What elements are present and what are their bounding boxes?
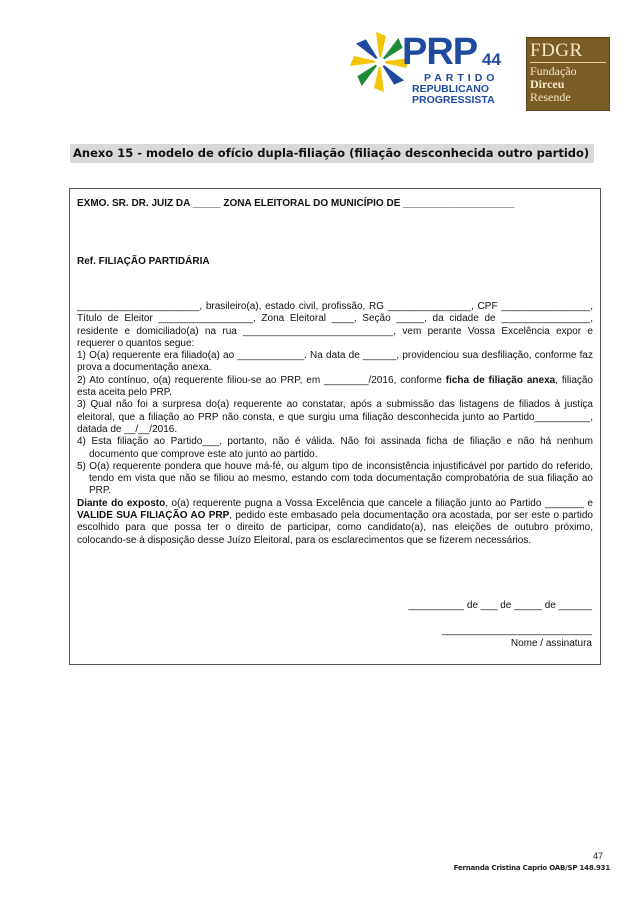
footer-author: Fernanda Cristina Caprio OAB/SP 148.931: [453, 864, 610, 872]
prp-line-progressista: PROGRESSISTA: [412, 94, 495, 106]
item-2-text-b: , filiação esta aceita pelo PRP.: [77, 374, 593, 399]
signature-line: ___________________________: [441, 625, 592, 636]
item-2-text-a: 2) Ato contínuo, o(a) requerente filiou-se ao PRP, em ________/2016, conforme: [77, 374, 446, 386]
conclusion-text-a: , o(a) requerente pugna a Vossa Excelência que cancele a filiação junto ao Partido _______ e: [165, 497, 593, 509]
letter-body: [77, 301, 593, 547]
prp-line-republicano: REPUBLICANO: [412, 83, 490, 95]
prp-line-partido: PARTIDO: [424, 72, 499, 84]
signature-label: Nome / assinatura: [510, 638, 592, 649]
prp-logo: [348, 30, 510, 106]
fdgr-line-resende: Resende: [530, 90, 571, 104]
letter-intro: ______________________, brasileiro(a), estado civil, profissão, RG _______________, CPF ________________, Título de Eleitor _________________, Zona Eleitoral ____, Seção _____, da cidade de ________________, residente e domiciliado(a) na rua ___________________________, vem perante Vossa Excelência expor e requerer o quantos segue:: [77, 301, 593, 349]
letter-reference: Ref. FILIAÇÃO PARTIDÁRIA: [77, 256, 210, 267]
conclusion-text-b: , pedido este embasado pela documentação ora acostada, por ser este o partido escolhido para que possa ter o direito de participar, como candidato(a), nas eleições de outubro próximo, colocando-se à disposição desse Juízo Eleitoral, para os esclarecimentos que se fizerem necessários.: [77, 510, 593, 546]
prp-number: 44: [482, 50, 501, 69]
letter-template-box: [69, 188, 601, 665]
letter-item-1: 1) O(a) requerente era filiado(a) ao ____________. Na data de ______, providenciou sua desfiliação, conforme faz prova a documentação anexa.: [77, 350, 593, 374]
letter-item-5: 5) O(a) requerente pondera que houve má-fé, ou algum tipo de inconsistência injustificável por partido do referido, tendo em vista que não se filiou ao mesmo, estando com toda documentação comprobatória de sua filiação ao PRP.: [77, 460, 593, 497]
section-title-bar: [70, 144, 594, 163]
fdgr-line-fundacao: Fundação: [530, 64, 577, 78]
fdgr-logo: [526, 37, 610, 111]
letter-conclusion: [77, 498, 593, 547]
conclusion-bold-1: Diante do exposto: [77, 497, 166, 509]
section-title: Anexo 15 - modelo de ofício dupla-filiação (filiação desconhecida outro partido): [73, 146, 590, 160]
letter-item-4: 4) Esta filiação ao Partido___, portanto, não é válida. Não foi assinada ficha de filiação e não há nenhum documento que comprove este ato junto ao partido.: [77, 436, 593, 460]
fdgr-line-dirceu: Dirceu: [530, 77, 565, 91]
letter-item-3: 3) Qual não foi a surpresa do(a) requerente ao constatar, após a submissão das listagens de filiados à justiça eleitoral, que a filiação ao PRP não consta, e que surgiu uma filiação desconhecida junto ao Partido__________, datada de __/__/2016.: [77, 399, 593, 435]
fdgr-divider: [530, 62, 606, 63]
conclusion-bold-2: VALIDE SUA FILIAÇÃO AO PRP: [77, 510, 230, 522]
prp-wordmark: PRP: [402, 31, 478, 73]
letter-item-2: [77, 375, 593, 400]
letter-address: EXMO. SR. DR. JUIZ DA _____ ZONA ELEITORAL DO MUNICÍPIO DE ____________________: [77, 198, 515, 209]
fdgr-title: FDGR: [530, 40, 583, 61]
page-number: 47: [593, 851, 604, 861]
item-2-bold: ficha de filiação anexa: [445, 374, 556, 386]
date-line: __________ de ___ de _____ de ______: [408, 600, 592, 611]
